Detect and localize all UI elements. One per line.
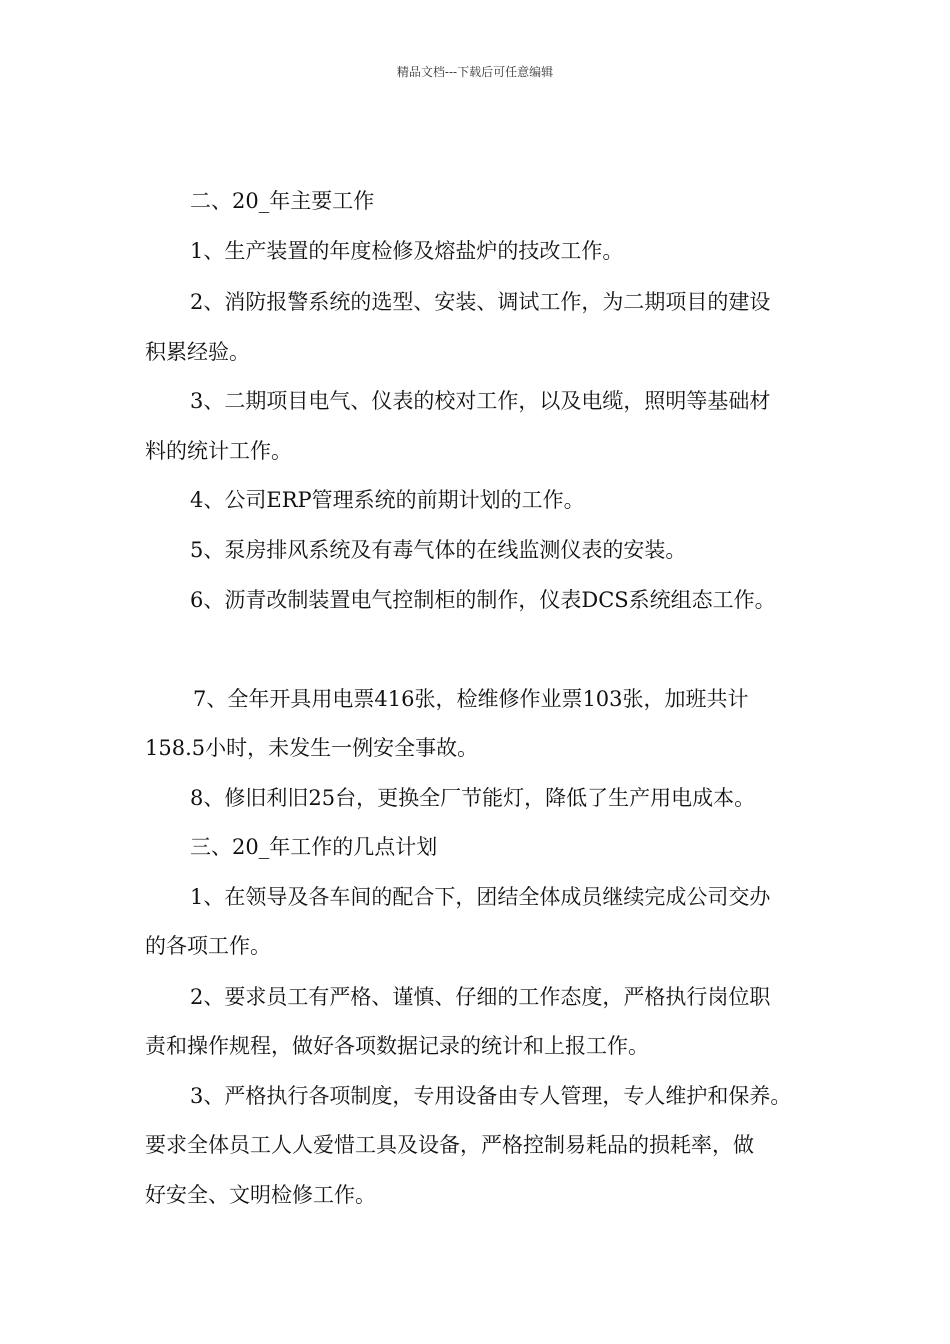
paragraph-line: 2、要求员工有严格、谨慎、仔细的工作态度，严格执行岗位职: [190, 985, 771, 1009]
paragraph-line: 的各项工作。: [145, 934, 271, 958]
section-heading-2025-work: 二、20_年主要工作: [190, 189, 375, 213]
paragraph-line: 料的统计工作。: [145, 439, 292, 463]
paragraph-line: 3、二期项目电气、仪表的校对工作，以及电缆，照明等基础材: [190, 389, 771, 413]
paragraph-line: 7、全年开具用电票416张，检维修作业票103张，加班共计: [193, 687, 749, 711]
paragraph-line: 6、沥青改制装置电气控制柜的制作，仪表DCS系统组态工作。: [190, 588, 776, 612]
paragraph-line: 积累经验。: [145, 340, 250, 364]
paragraph-line: 5、泵房排风系统及有毒气体的在线监测仪表的安装。: [190, 538, 687, 562]
paragraph-line: 158.5小时，未发生一例安全事故。: [145, 736, 479, 760]
paragraph-line: 要求全体员工人人爱惜工具及设备，严格控制易耗品的损耗率，做: [145, 1133, 754, 1157]
paragraph-line: 责和操作规程，做好各项数据记录的统计和上报工作。: [145, 1034, 649, 1058]
paragraph-line: 8、修旧利旧25台，更换全厂节能灯，降低了生产用电成本。: [190, 786, 756, 810]
page-header: 精品文档---下载后可任意编辑: [396, 65, 554, 79]
section-heading-2025-plan: 三、20_年工作的几点计划: [190, 835, 438, 859]
paragraph-line: 4、公司ERP管理系统的前期计划的工作。: [190, 488, 585, 512]
paragraph-line: 1、生产装置的年度检修及熔盐炉的技改工作。: [190, 239, 624, 263]
paragraph-line: 好安全、文明检修工作。: [145, 1183, 376, 1207]
paragraph-line: 3、严格执行各项制度，专用设备由专人管理，专人维护和保养。: [190, 1084, 792, 1108]
paragraph-line: 2、消防报警系统的选型、安装、调试工作，为二期项目的建设: [190, 290, 771, 314]
paragraph-line: 1、在领导及各车间的配合下，团结全体成员继续完成公司交办: [190, 885, 771, 909]
